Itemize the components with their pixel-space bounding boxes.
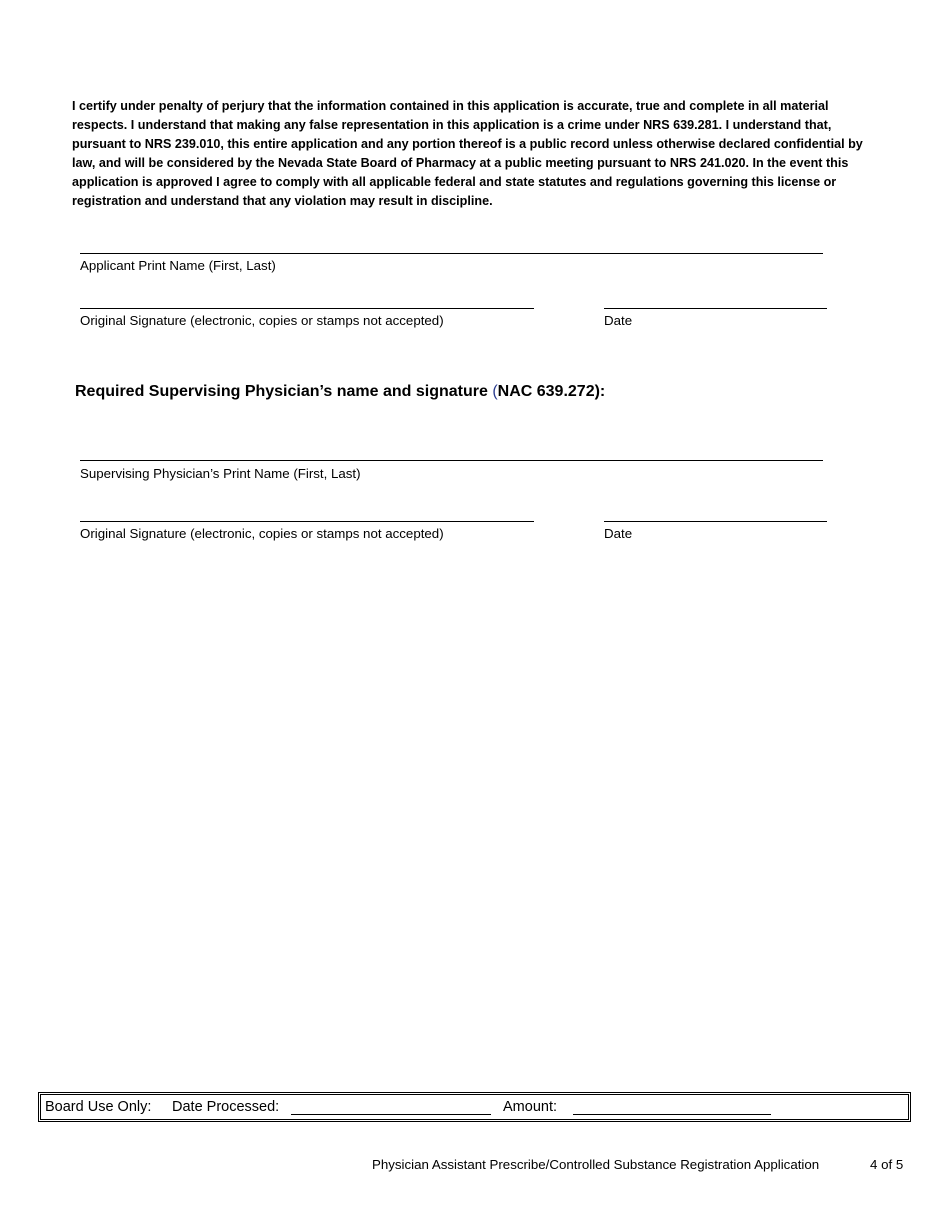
footer-form-title: Physician Assistant Prescribe/Controlled Substance Registration Application [372, 1157, 820, 1172]
applicant-signature-line[interactable] [80, 308, 534, 309]
date-processed-label: Date Processed: [172, 1099, 280, 1115]
board-use-only-box [38, 1092, 911, 1122]
supervising-physician-heading [75, 382, 605, 402]
board-use-only-title: Board Use Only: [45, 1099, 152, 1115]
supervising-signature-label: Original Signature (electronic, copies or stamps not accepted) [80, 526, 444, 541]
date-processed-field[interactable] [291, 1114, 491, 1115]
supervising-signature-line[interactable] [80, 521, 534, 522]
applicant-print-name-line[interactable] [80, 253, 823, 254]
supervising-date-line[interactable] [604, 521, 827, 522]
footer-page-number: 4 of 5 [870, 1157, 904, 1172]
applicant-print-name-label: Applicant Print Name (First, Last) [80, 258, 276, 273]
applicant-date-line[interactable] [604, 308, 827, 309]
applicant-signature-label: Original Signature (electronic, copies or stamps not accepted) [80, 313, 444, 328]
board-use-only-inner [40, 1094, 909, 1120]
supervising-heading-ref: NAC 639.272): [497, 383, 606, 400]
supervising-print-name-label: Supervising Physician’s Print Name (First, Last) [80, 466, 361, 481]
supervising-heading-paren: ( [492, 383, 498, 400]
amount-label: Amount: [503, 1099, 557, 1115]
amount-field[interactable] [573, 1114, 771, 1115]
supervising-heading-main: Required Supervising Physician’s name and signature [75, 383, 493, 400]
supervising-print-name-line[interactable] [80, 460, 823, 461]
applicant-date-label: Date [604, 313, 633, 328]
supervising-date-label: Date [604, 526, 633, 541]
certification-statement: I certify under penalty of perjury that the information contained in this application is accurate, true and complete in all material respects. I understand that making any false representation in this application is a crime under NRS 639.281. I understand that, pursuant to NRS 239.010, this entire application and any portion thereof is a public record unless otherwise declared confidential by law, and will be considered by the Nevada State Board of Pharmacy at a public meeting pursuant to NRS 241.020. In the event this application is approved I agree to comply with all applicable federal and state statutes and regulations governing this license or registration and understand that any violation may result in discipline. [72, 99, 863, 208]
